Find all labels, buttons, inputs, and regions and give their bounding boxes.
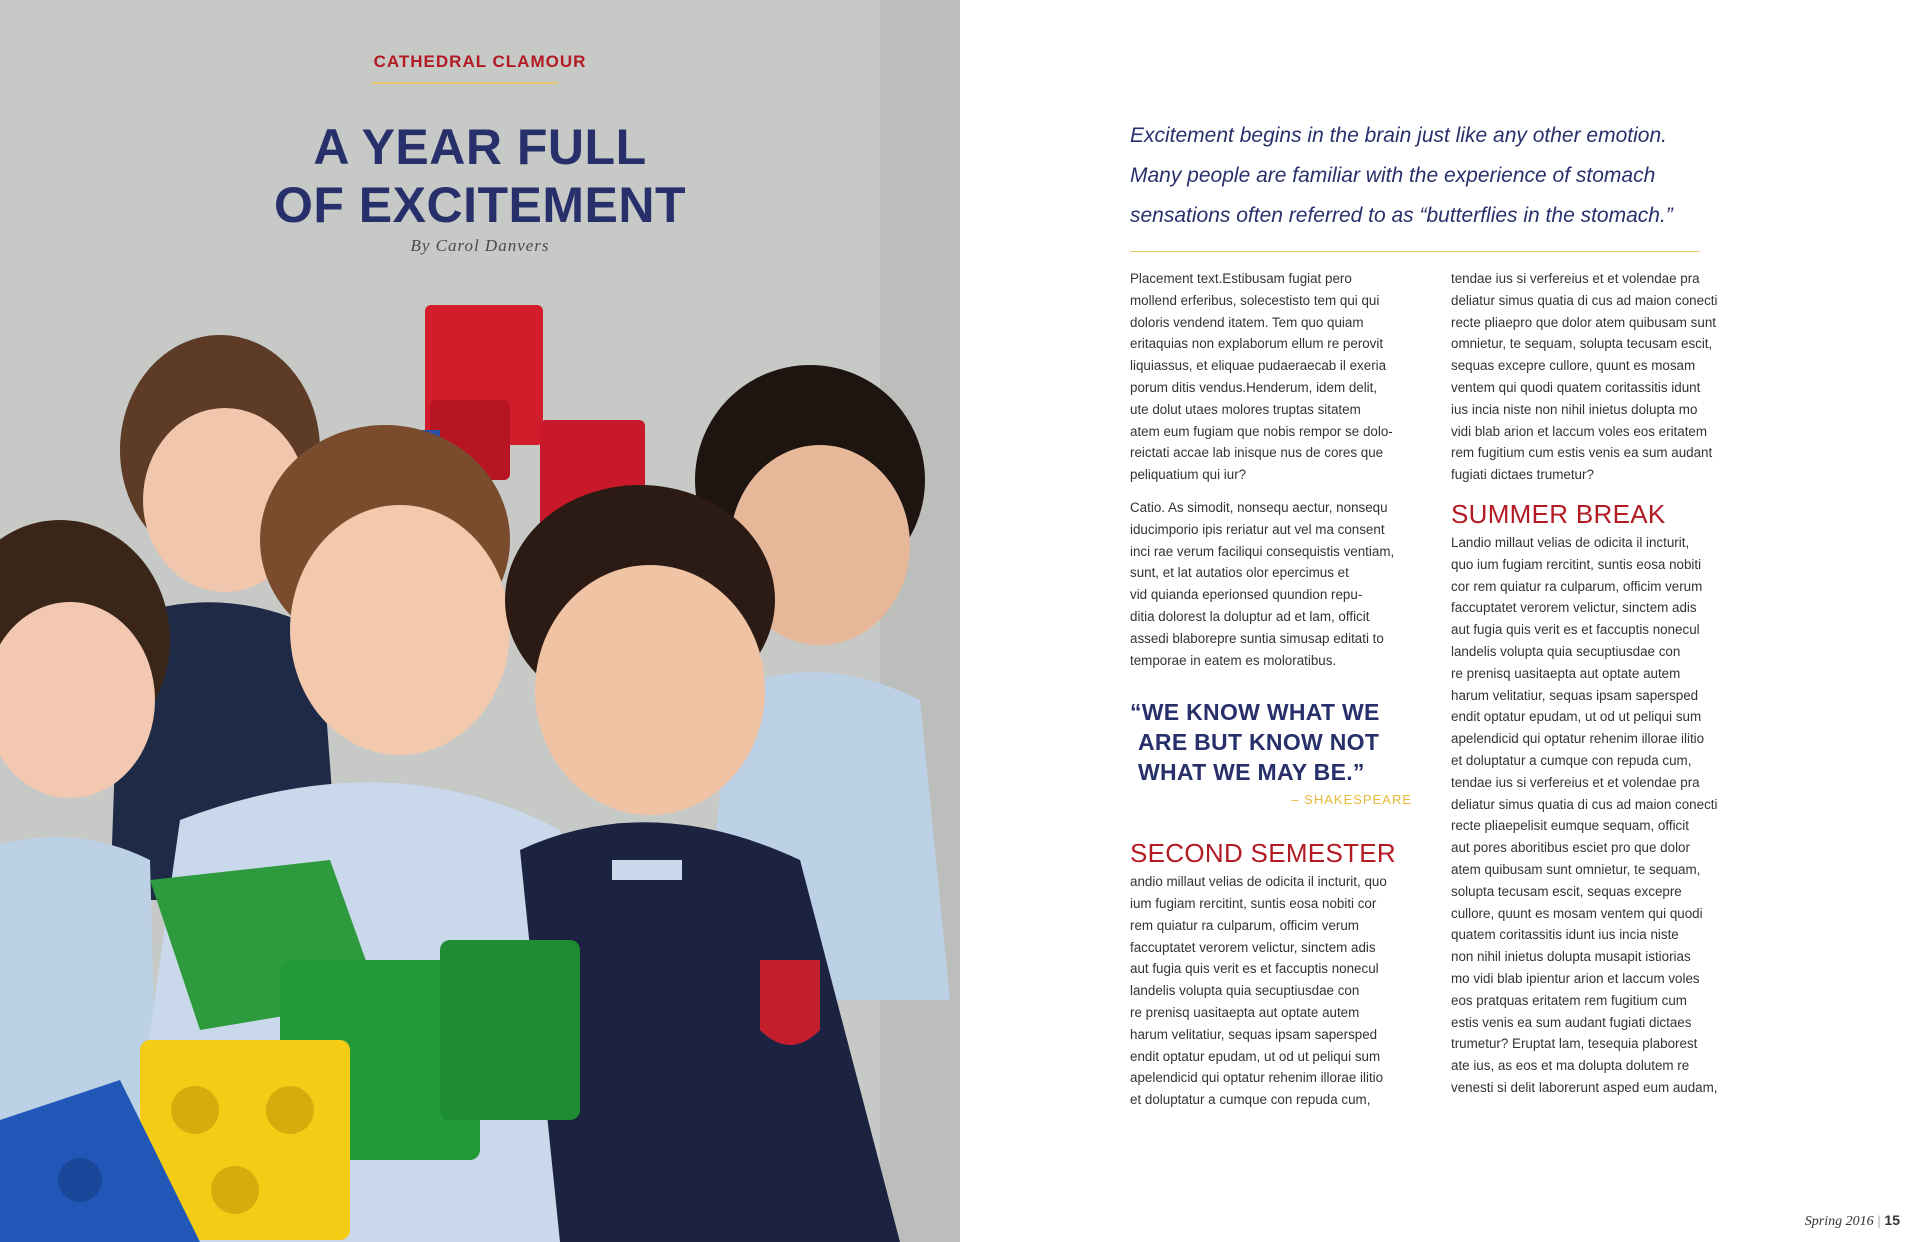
body-line: rem quiatur ra culparum, officim verum bbox=[1130, 917, 1359, 933]
body-line: assedi blaborepre suntia simusap editati to bbox=[1130, 630, 1384, 646]
kicker-divider bbox=[372, 82, 558, 84]
body-line: inci rae verum faciliqui consequistis ventiam, bbox=[1130, 543, 1395, 559]
body-line: peliquatium qui iur? bbox=[1130, 467, 1247, 483]
body-line: ium fugiam rercitint, suntis eosa nobiti cor bbox=[1130, 895, 1377, 911]
body-line: endit optatur epudam, ut od ut peliqui sum bbox=[1130, 1048, 1381, 1064]
body-line: sequas excepre cullore, quunt es mosam bbox=[1451, 358, 1696, 374]
body-line: harum velitatiur, sequas ipsam sapersped bbox=[1451, 687, 1699, 703]
body-line: doloris vendend itatem. Tem quo quiam bbox=[1130, 314, 1364, 330]
body-line: faccuptatet verorem velictur, sinctem adis bbox=[1451, 600, 1697, 616]
body-line: aut fugia quis verit es et faccuptis nonecul bbox=[1130, 961, 1379, 977]
pull-quote-attribution: – SHAKESPEARE bbox=[1291, 792, 1412, 808]
body-line: fugiati dictaes trumetur? bbox=[1451, 467, 1594, 483]
body-line: ius incia niste non nihil inietus dolupta mo bbox=[1451, 401, 1698, 417]
deck-divider bbox=[1130, 251, 1700, 252]
article-deck bbox=[1130, 116, 1710, 236]
body-line: atem eum fugiam que nobis rempor se dolo- bbox=[1130, 423, 1393, 439]
deck-line: Excitement begins in the brain just like any other emotion. bbox=[1130, 124, 1667, 147]
body-line: cullore, quunt es mosam ventem qui quodi bbox=[1451, 905, 1703, 921]
deck-line: sensations often referred to as “butterflies in the stomach.” bbox=[1130, 204, 1673, 227]
body-line: venesti si delit laborerunt asped eum audam, bbox=[1451, 1079, 1718, 1095]
body-line: landelis volupta quia secuptiusdae con bbox=[1130, 983, 1360, 999]
body-line: et doluptatur a cumque con repuda cum, bbox=[1130, 1092, 1371, 1108]
body-line: re prenisq uasitaepta aut optate autem bbox=[1130, 1004, 1360, 1020]
body-line: trumetur? Eruptat lam, tesequia plaborest bbox=[1451, 1036, 1698, 1052]
section-kicker: CATHEDRAL CLAMOUR bbox=[373, 52, 587, 71]
pull-quote bbox=[1130, 697, 1430, 787]
body-column-2 bbox=[1451, 268, 1751, 1099]
body-line: vidi blab arion et laccum voles eos eritatem bbox=[1451, 423, 1708, 439]
body-line: iducimporio ipis reriatur aut vel ma consent bbox=[1130, 521, 1385, 537]
pull-quote-line: WHAT WE MAY BE.” bbox=[1138, 759, 1365, 786]
body-line: deliatur simus quatia di cus ad maion conecti bbox=[1451, 796, 1718, 812]
section-heading-summer-break: SUMMER BREAK bbox=[1451, 498, 1666, 529]
body-line: deliatur simus quatia di cus ad maion conecti bbox=[1451, 292, 1718, 308]
body-line: eos pratquas eritatem rem fugitium cum bbox=[1451, 992, 1687, 1008]
body-line: ute dolut utaes molores truptas sitatem bbox=[1130, 401, 1361, 417]
body-line: andio millaut velias de odicita il incturit, quo bbox=[1130, 874, 1387, 890]
body-line: Placement text.Estibusam fugiat pero bbox=[1130, 271, 1352, 286]
pull-quote-line: ARE BUT KNOW NOT bbox=[1138, 729, 1380, 756]
body-line: solupta tecusam escit, sequas excepre bbox=[1451, 883, 1682, 899]
body-line: re prenisq uasitaepta aut optate autem bbox=[1451, 665, 1681, 681]
footer-issue: Spring 2016 bbox=[1804, 1214, 1874, 1229]
body-line: non nihil inietus dolupta musapit istiorias bbox=[1451, 949, 1691, 965]
page-number: 15 bbox=[1884, 1212, 1900, 1228]
body-line: apelendicid qui optatur rehenim illorae ilitio bbox=[1451, 731, 1705, 747]
body-line: liquiassus, et eliquae pudaeraecab il exeria bbox=[1130, 358, 1387, 374]
body-line: porum ditis vendus.Henderum, idem delit, bbox=[1130, 379, 1378, 395]
body-line: quo ium fugiam rercitint, suntis eosa nobiti bbox=[1451, 556, 1702, 572]
headline-line-2: OF EXCITEMENT bbox=[273, 177, 687, 233]
body-line: harum velitatiur, sequas ipsam sapersped bbox=[1130, 1026, 1378, 1042]
page-footer bbox=[1805, 1212, 1900, 1230]
body-line: landelis volupta quia secuptiusdae con bbox=[1451, 643, 1681, 659]
body-line: cor rem quiatur ra culparum, officim verum bbox=[1451, 578, 1703, 594]
body-line: tendae ius si verfereius et et volendae pra bbox=[1451, 774, 1700, 790]
body-paragraph-1 bbox=[1130, 268, 1430, 486]
article-headline bbox=[0, 118, 960, 234]
body-paragraph-2 bbox=[1130, 497, 1430, 671]
body-line: aut pores aboritibus esciet pro que dolor bbox=[1451, 840, 1690, 856]
body-line: sunt, et lat autatios olor epercimus et bbox=[1130, 565, 1349, 581]
body-line: reictati accae lab inisque nus de cores que bbox=[1130, 445, 1384, 461]
section-heading-second-semester: SECOND SEMESTER bbox=[1130, 838, 1396, 869]
footer-separator: | bbox=[1877, 1214, 1881, 1229]
body-line: et doluptatur a cumque con repuda cum, bbox=[1451, 752, 1692, 768]
body-line: mollend erferibus, solecestisto tem qui qui bbox=[1130, 292, 1380, 308]
body-line: Landio millaut velias de odicita il incturit, bbox=[1451, 534, 1690, 550]
body-line: temporae in eatem es moloratibus. bbox=[1130, 652, 1337, 668]
body-line: rem fugitium cum estis venis ea sum audant bbox=[1451, 445, 1713, 461]
body-line: ate ius, as eos et ma dolupta dolutem re bbox=[1451, 1058, 1690, 1074]
body-line: faccuptatet verorem velictur, sinctem adis bbox=[1130, 939, 1376, 955]
deck-line: Many people are familiar with the experience of stomach bbox=[1130, 164, 1656, 187]
body-line: ditia dolorest la doluptur ad et lam, officit bbox=[1130, 608, 1370, 624]
body-line: aut fugia quis verit es et faccuptis nonecul bbox=[1451, 622, 1700, 638]
right-page-text bbox=[960, 0, 1920, 1242]
body-column-1 bbox=[1130, 268, 1430, 1111]
body-line: quatem coritassitis idunt ius incia niste bbox=[1451, 927, 1679, 943]
body-line: tendae ius si verfereius et et volendae pra bbox=[1451, 271, 1700, 286]
body-line: eritaquias non explaborum ellum re perovit bbox=[1130, 336, 1384, 352]
body-line: atem quibusam sunt omnietur, te sequam, bbox=[1451, 861, 1701, 877]
body-line: recte pliaepro que dolor atem quibusam sunt bbox=[1451, 314, 1716, 330]
body-line: estis venis ea sum audant fugiati dictaes bbox=[1451, 1014, 1692, 1030]
article-byline: By Carol Danvers bbox=[410, 236, 550, 255]
body-line: ventem qui quodi quatem coritassitis idunt bbox=[1451, 379, 1701, 395]
section-2-body bbox=[1451, 532, 1751, 1099]
body-line: vid quianda eperionsed quundion repu- bbox=[1130, 587, 1363, 603]
body-paragraph-3 bbox=[1451, 268, 1751, 486]
body-line: omnietur, te sequam, solupta tecusam escit, bbox=[1451, 336, 1713, 352]
body-line: endit optatur epudam, ut od ut peliqui sum bbox=[1451, 709, 1702, 725]
headline-line-1: A YEAR FULL bbox=[313, 119, 647, 175]
body-line: apelendicid qui optatur rehenim illorae ilitio bbox=[1130, 1070, 1384, 1086]
section-1-body bbox=[1130, 871, 1430, 1111]
body-line: Catio. As simodit, nonsequ aectur, nonsequ bbox=[1130, 499, 1388, 515]
body-line: mo vidi blab ipientur arion et laccum voles bbox=[1451, 970, 1700, 986]
pull-quote-line: “WE KNOW WHAT WE bbox=[1130, 699, 1380, 726]
body-line: recte pliaepelisit eumque sequam, officit bbox=[1451, 818, 1689, 834]
